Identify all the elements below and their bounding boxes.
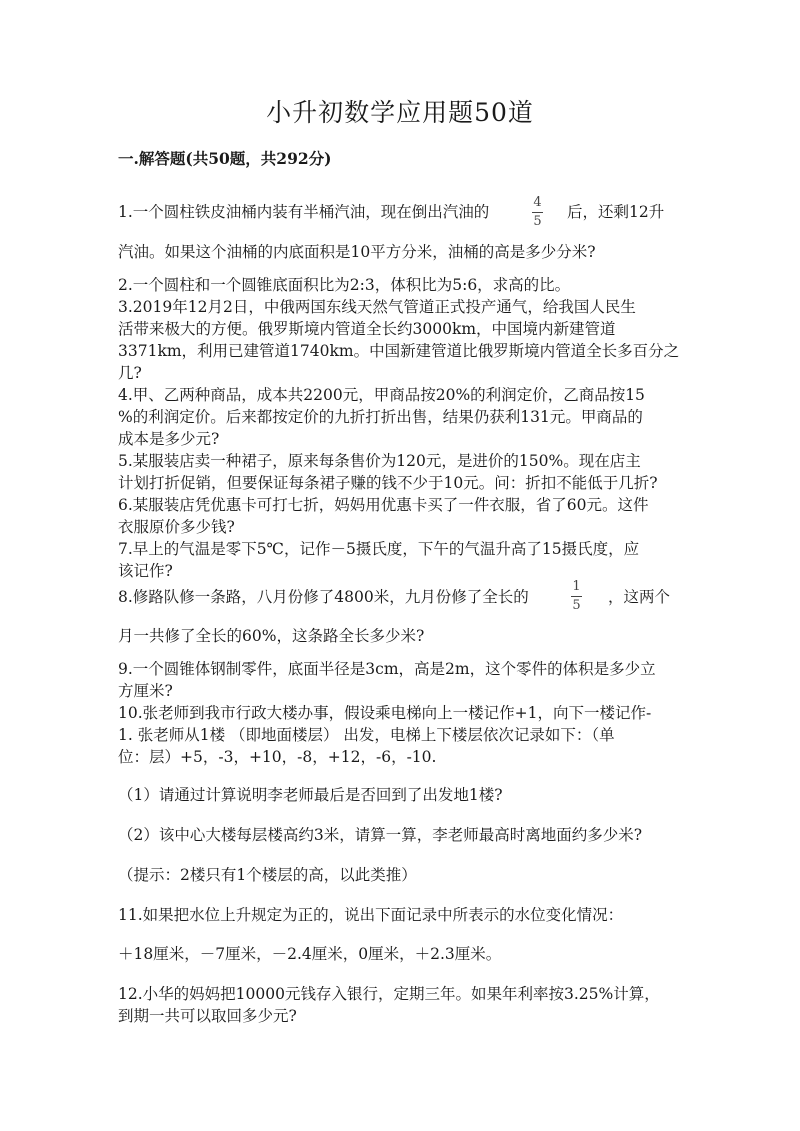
fraction: [532, 196, 543, 229]
fraction-bar: [571, 596, 582, 597]
question-line: 计划打折促销，但要保证每条裙子赚的钱不少于10元。问：折扣不能低于几折?: [118, 474, 658, 492]
fraction-denominator: 5: [572, 598, 581, 613]
question-line: 5.某服装店卖一种裙子，原来每条售价为120元，是进价的150%。现在店主: [118, 452, 641, 470]
question-line: ＋18厘米，－7厘米，－2.4厘米，0厘米，＋2.3厘米。: [118, 945, 502, 963]
question-line: 3371km，利用已建管道1740km。中国新建管道比俄罗斯境内管道全长多百分之: [118, 342, 680, 360]
section-heading: 一.解答题(共50题，共292分): [118, 149, 332, 168]
fraction: [571, 580, 582, 613]
question-line: 3.2019年12月2日，中俄两国东线天然气管道正式投产通气，给我国人民生: [118, 298, 636, 316]
question-line: （1）请通过计算说明李老师最后是否回到了出发地1楼?: [118, 786, 503, 804]
question-line: 6.某服装店凭优惠卡可打七折，妈妈用优惠卡买了一件衣服，省了60元。这件: [118, 496, 649, 514]
question-line: %的利润定价。后来都按定价的九折打折出售，结果仍获利131元。甲商品的: [118, 408, 643, 426]
fraction-bar: [532, 212, 543, 213]
question-line: 月一共修了全长的60%，这条路全长多少米?: [118, 627, 425, 645]
question-text: 后，还剩12升: [567, 203, 665, 221]
question-line: （2）该中心大楼每层楼高约3米，请算一算，李老师最高时离地面约多少米?: [118, 826, 643, 844]
question-line: 10.张老师到我市行政大楼办事，假设乘电梯向上一楼记作+1，向下一楼记作-: [118, 704, 652, 722]
question-line: 9.一个圆锥体钢制零件，底面半径是3cm，高是2m，这个零件的体积是多少立: [118, 660, 656, 678]
question-line: 2.一个圆柱和一个圆锥底面积比为2:3，体积比为5:6，求高的比。: [118, 276, 571, 294]
question-line: 几?: [118, 364, 142, 382]
question-text: 8.修路队修一条路，八月份修了4800米，九月份修了全长的: [118, 588, 529, 606]
page-title: 小升初数学应用题50道: [266, 98, 534, 127]
question-line: 12.小华的妈妈把10000元钱存入银行，定期三年。如果年利率按3.25%计算，: [118, 985, 660, 1003]
question-line: 成本是多少元?: [118, 430, 220, 448]
question-line: 活带来极大的方便。俄罗斯境内管道全长约3000km，中国境内新建管道: [118, 320, 616, 338]
fraction-numerator: 1: [572, 579, 581, 594]
question-line: [118, 201, 489, 223]
question-line: （提示：2楼只有1个楼层的高，以此类推）: [118, 866, 417, 884]
fraction-numerator: 4: [533, 195, 542, 210]
question-line: 该记作?: [118, 562, 173, 580]
question-line: 到期一共可以取回多少元?: [118, 1007, 297, 1025]
question-line: 方厘米?: [118, 682, 173, 700]
question-text: 1.一个圆柱铁皮油桶内装有半桶汽油，现在倒出汽油的: [118, 203, 490, 221]
question-line: [118, 586, 529, 608]
question-line: 11.如果把水位上升规定为正的，说出下面记录中所表示的水位变化情况：: [118, 906, 624, 924]
question-text: ，这两个: [608, 588, 671, 606]
fraction-denominator: 5: [533, 214, 542, 229]
question-line: 位：层）+5，-3，+10，-8，+12，-6，-10.: [118, 748, 437, 766]
question-line: 1. 张老师从1楼 （即地面楼层） 出发，电梯上下楼层依次记录如下：（单: [118, 726, 615, 744]
question-line: 汽油。如果这个油桶的内底面积是10平方分米，油桶的高是多少分米?: [118, 243, 596, 261]
question-line: 4.甲、乙两种商品，成本共2200元，甲商品按20%的利润定价，乙商品按15: [118, 386, 645, 404]
question-line: 衣服原价多少钱?: [118, 518, 235, 536]
question-line: 7.早上的气温是零下5℃，记作－5摄氏度，下午的气温升高了15摄氏度，应: [118, 540, 640, 558]
